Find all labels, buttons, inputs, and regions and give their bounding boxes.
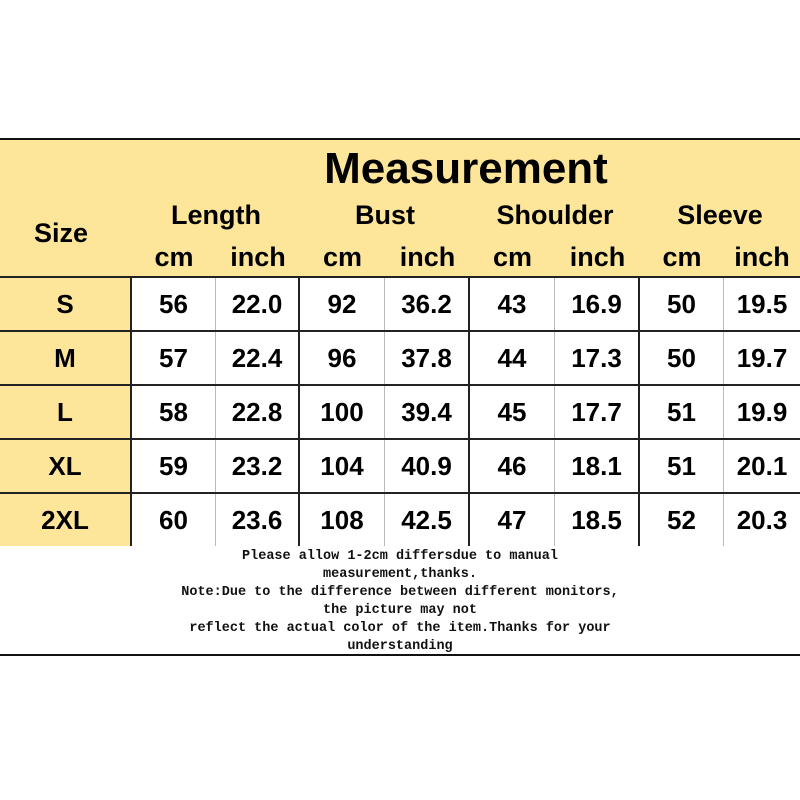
- note-line: understanding: [347, 639, 453, 654]
- value-cell: 42.5: [385, 494, 470, 546]
- size-chart-table: [0, 138, 800, 656]
- value-cell: 20.3: [736, 505, 788, 535]
- unit-header: cm: [154, 242, 194, 272]
- value-cell: 96: [300, 332, 385, 384]
- notes: [0, 546, 800, 654]
- value-cell: 17.3: [555, 332, 640, 384]
- note-line: measurement,thanks.: [323, 567, 477, 582]
- value-cell: 23.6: [216, 494, 300, 546]
- value-cell: 22.4: [216, 332, 300, 384]
- value-cell: 92: [300, 278, 385, 330]
- value-cell: 18.1: [555, 440, 640, 492]
- table-row: [0, 332, 800, 386]
- value-cell: 51: [640, 440, 724, 492]
- value-cell: 19.7: [736, 343, 788, 373]
- chart-title: Measurement: [324, 144, 608, 193]
- value-cell: 19.5: [736, 289, 788, 319]
- value-cell: 56: [132, 278, 216, 330]
- group-header-length: Length: [171, 200, 261, 230]
- unit-header: inch: [734, 242, 790, 272]
- value-cell: 57: [132, 332, 216, 384]
- value-cell: 18.5: [555, 494, 640, 546]
- value-cell: 36.2: [385, 278, 470, 330]
- value-cell: 22.8: [216, 386, 300, 438]
- table-row: [0, 386, 800, 440]
- value-cell: 58: [132, 386, 216, 438]
- group-header-shoulder: Shoulder: [496, 200, 614, 230]
- value-cell: 47: [470, 494, 555, 546]
- group-header-sleeve: Sleeve: [677, 200, 763, 230]
- unit-header: inch: [569, 242, 626, 272]
- unit-header: cm: [322, 242, 363, 272]
- unit-header: inch: [399, 242, 456, 272]
- size-column-header: Size: [33, 218, 89, 248]
- value-cell: 16.9: [555, 278, 640, 330]
- value-cell: 45: [470, 386, 555, 438]
- value-cell: 59: [132, 440, 216, 492]
- size-cell: L: [0, 386, 132, 438]
- value-cell: 37.8: [385, 332, 470, 384]
- size-cell: M: [0, 332, 132, 384]
- value-cell: 43: [470, 278, 555, 330]
- note-line: the picture may not: [323, 603, 477, 618]
- table-row: [0, 440, 800, 494]
- size-cell: XL: [0, 440, 132, 492]
- value-cell: 40.9: [385, 440, 470, 492]
- value-cell: 60: [132, 494, 216, 546]
- value-cell: 23.2: [216, 440, 300, 492]
- value-cell: 22.0: [216, 278, 300, 330]
- value-cell: 50: [640, 332, 724, 384]
- unit-header: inch: [230, 242, 286, 272]
- value-cell: 52: [640, 494, 724, 546]
- value-cell: 39.4: [385, 386, 470, 438]
- table-row: [0, 278, 800, 332]
- value-cell: 50: [640, 278, 724, 330]
- note-line: Note:Due to the difference between different monitors,: [181, 585, 619, 600]
- table-header: [0, 140, 800, 278]
- value-cell: 100: [300, 386, 385, 438]
- note-line: Please allow 1-2cm differsdue to manual: [242, 549, 558, 564]
- size-cell: S: [0, 278, 132, 330]
- unit-header: cm: [662, 242, 702, 272]
- value-cell: 108: [300, 494, 385, 546]
- size-cell: 2XL: [0, 494, 132, 546]
- value-cell: 17.7: [555, 386, 640, 438]
- value-cell: 19.9: [736, 397, 788, 427]
- table-row: [0, 494, 800, 546]
- value-cell: 46: [470, 440, 555, 492]
- note-line: reflect the actual color of the item.Thanks for your: [189, 621, 611, 636]
- value-cell: 104: [300, 440, 385, 492]
- unit-header: cm: [492, 242, 533, 272]
- value-cell: 20.1: [736, 451, 788, 481]
- group-header-bust: Bust: [355, 200, 415, 230]
- value-cell: 51: [640, 386, 724, 438]
- value-cell: 44: [470, 332, 555, 384]
